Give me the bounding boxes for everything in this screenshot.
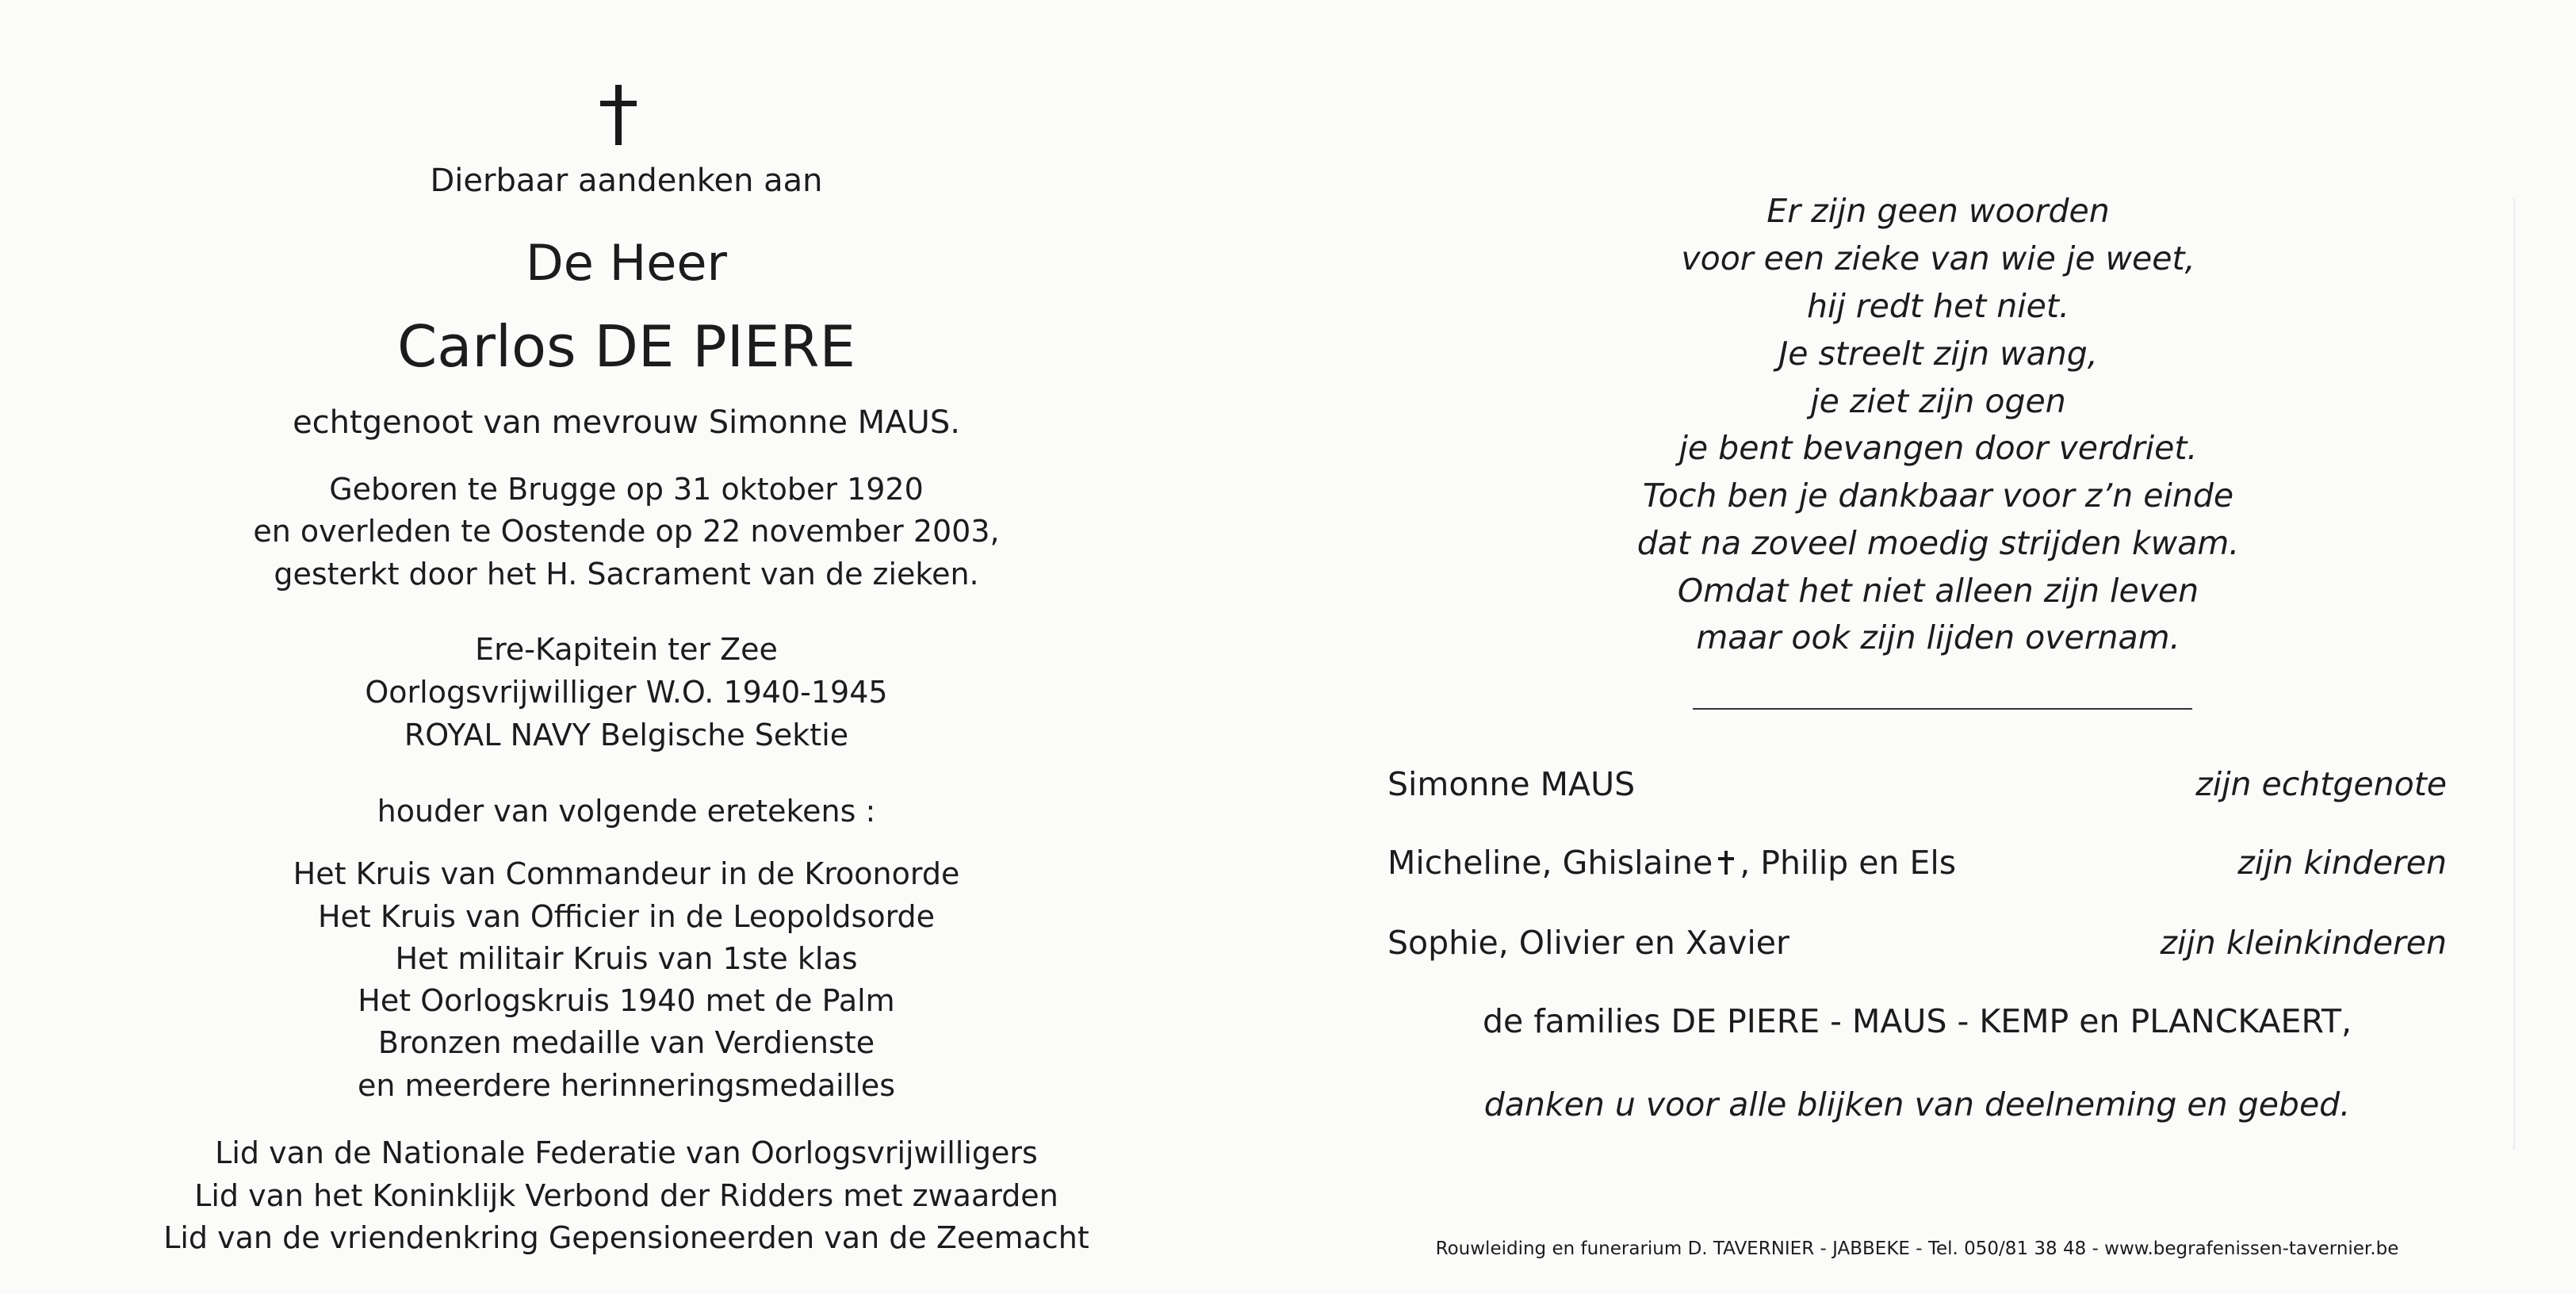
birth-line: Geboren te Brugge op 31 oktober 1920: [329, 472, 924, 507]
title-line: Ere-Kapitein ter Zee: [475, 632, 778, 667]
family-names: Simonne MAUS: [1388, 765, 1636, 803]
poem-line: Toch ben je dankbaar voor z’n einde: [1642, 477, 2234, 515]
poem-line: hij redt het niet.: [1806, 287, 2070, 325]
honour-line: Het militair Kruis van 1ste klas: [395, 941, 858, 976]
card-edge: [2513, 198, 2515, 1150]
family-names: Sophie, Olivier en Xavier: [1388, 924, 1789, 962]
membership-line: Lid van de Nationale Federatie van Oorlogsvrijwilligers: [215, 1135, 1038, 1170]
family-relation: zijn kinderen: [2237, 844, 2447, 882]
intro-text: Dierbaar aandenken aan: [430, 163, 823, 199]
death-line: en overleden te Oostende op 22 november 2003,: [253, 514, 1000, 549]
honour-line: Bronzen medaille van Verdienste: [377, 1025, 875, 1060]
latin-cross-icon: [591, 83, 646, 147]
poem-line: je bent bevangen door verdriet.: [1678, 429, 2198, 467]
poem-line: dat na zoveel moedig strijden kwam.: [1636, 524, 2240, 562]
poem-line: voor een zieke van wie je weet,: [1681, 239, 2195, 278]
thanks-line: danken u voor alle blijken van deelneming en gebed.: [1483, 1085, 2351, 1124]
family-relation: zijn echtgenote: [2195, 765, 2447, 803]
title-line: Oorlogsvrijwilliger W.O. 1940-1945: [365, 675, 888, 710]
poem-line: Omdat het niet alleen zijn leven: [1677, 572, 2199, 610]
family-names: [1388, 844, 1956, 882]
family-names-part: , Philip en Els: [1740, 844, 1957, 882]
poem-line: je ziet zijn ogen: [1810, 382, 2066, 420]
family-relation: zijn kleinkinderen: [2160, 924, 2447, 962]
spouse-line: echtgenoot van mevrouw Simonne MAUS.: [293, 404, 960, 441]
deceased-name: Carlos DE PIERE: [397, 313, 855, 380]
honour-line: Het Oorlogskruis 1940 met de Palm: [358, 983, 895, 1018]
sacrament-line: gesterkt door het H. Sacrament van de zieken.: [274, 557, 979, 591]
poem-line: Er zijn geen woorden: [1766, 192, 2110, 230]
honours-intro: houder van volgende eretekens :: [377, 794, 876, 829]
honorific: De Heer: [526, 234, 727, 292]
families-line: de families DE PIERE - MAUS - KEMP en PLANCKAERT,: [1482, 1002, 2352, 1040]
funeral-home-footer: Rouwleiding en funerarium D. TAVERNIER - JABBEKE - Tel. 050/81 38 48 - www.begrafenissen-tavernier.be: [1435, 1238, 2399, 1259]
poem-line: Je streelt zijn wang,: [1778, 335, 2098, 373]
divider-line: [1693, 708, 2192, 710]
honour-line: Het Kruis van Commandeur in de Kroonorde: [293, 856, 960, 891]
small-cross-icon: [1716, 850, 1736, 875]
poem-line: maar ook zijn lijden overnam.: [1696, 618, 2180, 657]
title-line: ROYAL NAVY Belgische Sektie: [404, 718, 849, 752]
honour-line: en meerdere herinneringsmedailles: [357, 1068, 896, 1103]
honour-line: Het Kruis van Officier in de Leopoldsorde: [317, 899, 936, 934]
family-names-part: Micheline, Ghislaine: [1388, 844, 1713, 882]
membership-line: Lid van het Koninklijk Verbond der Ridders met zwaarden: [194, 1178, 1058, 1213]
membership-line: Lid van de vriendenkring Gepensioneerden van de Zeemacht: [163, 1220, 1089, 1255]
